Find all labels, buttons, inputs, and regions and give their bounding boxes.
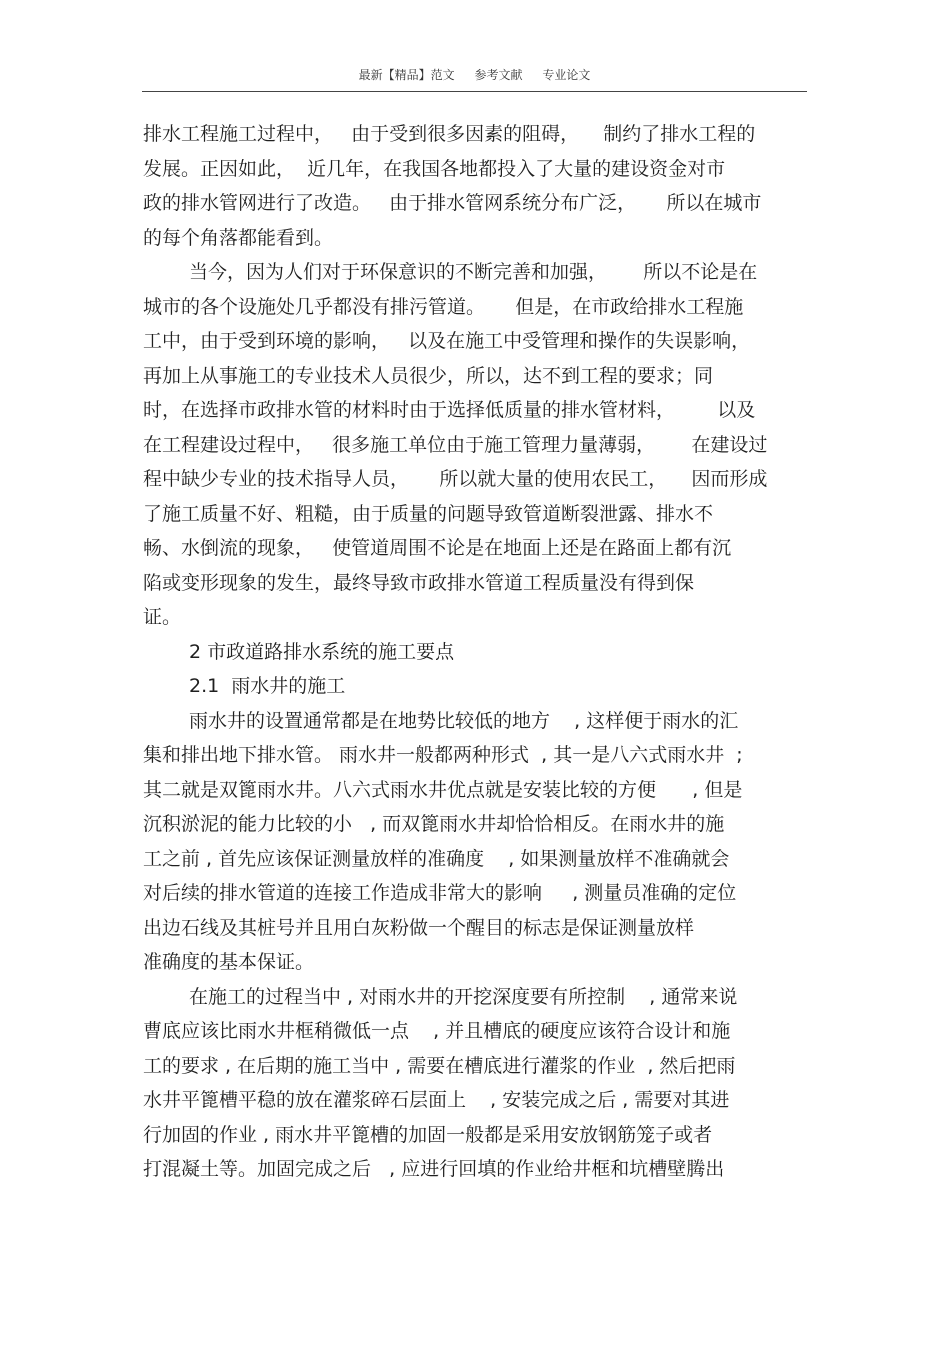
text-line: 程中缺少专业的技术指导人员， 所以就大量的使用农民工， 因而形成 (143, 468, 768, 490)
header-divider (142, 91, 807, 92)
text-line: 城市的各个设施处几乎都没有排污管道。 但是，在市政给排水工程施 (143, 295, 744, 318)
text-line: 陷或变形现象的发生，最终导致市政排水管道工程质量没有得到保 (143, 571, 695, 594)
text-line: 水井平篦槽平稳的放在灌浆碎石层面上 , 安装完成之后 , 需要对其进 (143, 1089, 730, 1111)
text-line: 2 市政道路排水系统的施工要点 (189, 640, 455, 663)
text-line: 曹底应该比雨水井框稍微低一点 , 并且槽底的硬度应该符合设计和施 (143, 1020, 731, 1042)
header-item-references: 参考文献 (474, 68, 523, 82)
text-line: 政的排水管网进行了改造。 由于排水管网系统分布广泛， 所以在城市 (143, 192, 762, 214)
text-line: 工的要求 , 在后期的施工当中 , 需要在槽底进行灌浆的作业 , 然后把雨 (143, 1054, 736, 1077)
text-line: 工中，由于受到环境的影响， 以及在施工中受管理和操作的失误影响， (143, 330, 751, 352)
text-line: 工之前 , 首先应该保证测量放样的准确度 , 如果测量放样不准确就会 (143, 847, 730, 870)
text-line: 沉积淤泥的能力比较的小 , 而双篦雨水井却恰恰相反。在雨水井的施 (143, 813, 725, 835)
text-line: 其二就是双篦雨水井。八六式雨水井优点就是安装比较的方便 , 但是 (143, 778, 743, 801)
text-line: 畅、水倒流的现象， 使管道周围不论是在地面上还是在路面上都有沉 (143, 537, 732, 559)
text-line: 的每个角落都能看到。 (143, 226, 334, 249)
text-line: 了施工质量不好、粗糙，由于质量的问题导致管道断裂泄露、排水不 (143, 502, 714, 525)
text-line: 证。 (143, 606, 182, 628)
text-line: 对后续的排水管道的连接工作造成非常大的影响 , 测量员准确的定位 (143, 882, 737, 904)
text-line: 再加上从事施工的专业技术人员很少，所以，达不到工程的要求；同 (143, 364, 714, 387)
document-body (143, 117, 813, 1187)
text-line: 发展。正因如此， 近几年，在我国各地都投入了大量的建设资金对市 (143, 157, 726, 180)
text-line: 2.1 雨水井的施工 (189, 675, 346, 697)
header-item-latest-essays: 最新【精品】范文 (358, 68, 455, 82)
text-line: 时，在选择市政排水管的材料时由于选择低质量的排水管材料， 以及 (143, 399, 756, 421)
page-header (142, 66, 807, 83)
text-line: 行加固的作业 , 雨水井平篦槽的加固一般都是采用安放钢筋笼子或者 (143, 1123, 713, 1146)
text-line: 准确度的基本保证。 (143, 951, 315, 973)
text-line: 当今，因为人们对于环保意识的不断完善和加强， 所以不论是在 (189, 261, 758, 283)
text-line: 集和排出地下排水管。 雨水井一般都两种形式 , 其一是八六式雨水井 ; (143, 744, 743, 766)
text-line: 打混凝土等。加固完成之后 , 应进行回填的作业给井框和坑槽壁腾出 (143, 1158, 725, 1180)
header-item-professional-papers: 专业论文 (542, 68, 591, 82)
text-line: 在工程建设过程中， 很多施工单位由于施工管理力量薄弱， 在建设过 (143, 433, 768, 456)
text-line: 雨水井的设置通常都是在地势比较低的地方 , 这样便于雨水的汇 (189, 709, 739, 732)
text-line: 出边石线及其桩号并且用白灰粉做一个醒目的标志是保证测量放样 (143, 916, 695, 939)
text-line: 在施工的过程当中 , 对雨水井的开挖深度要有所控制 , 通常来说 (189, 985, 738, 1008)
text-line: 排水工程施工过程中， 由于受到很多因素的阻碍， 制约了排水工程的 (143, 123, 756, 145)
